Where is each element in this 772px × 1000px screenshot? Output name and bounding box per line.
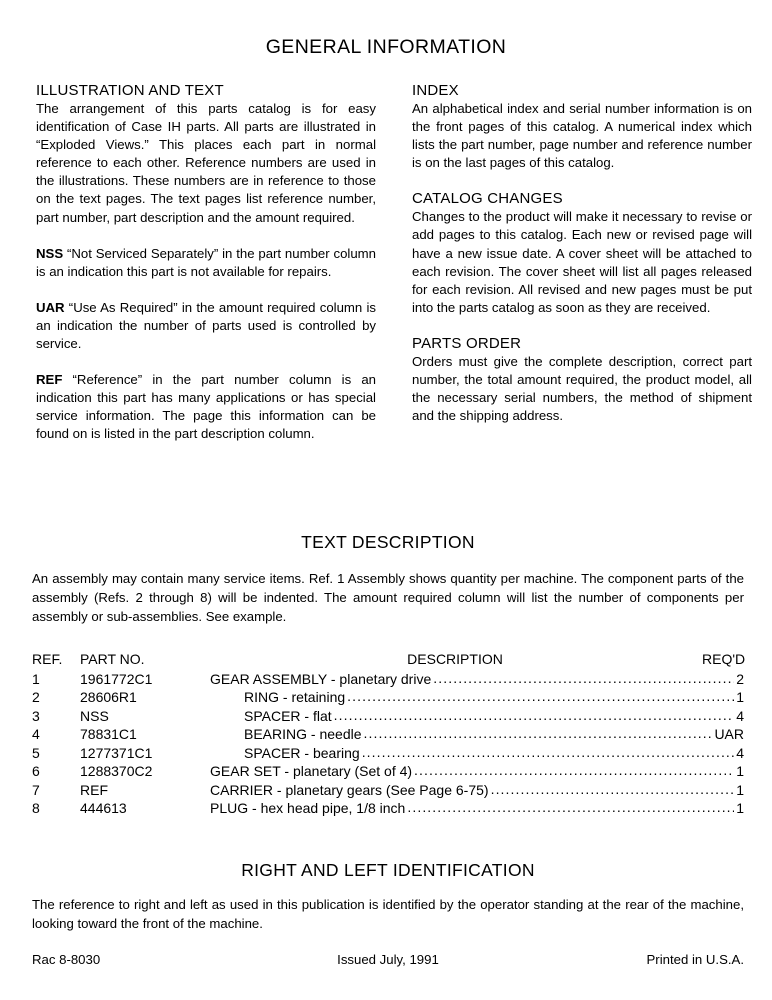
cell-ref: 4: [32, 726, 40, 742]
right-left-identification-paragraph: The reference to right and left as used in this publication is identified by the operator standing at the rear of the machine, looking toward the front of the machine.: [32, 897, 744, 931]
description-text: PLUG - hex head pipe, 1/8 inch: [210, 800, 406, 816]
description-text: GEAR SET - planetary (Set of 4): [210, 763, 413, 779]
table-row: [32, 781, 744, 800]
cell-description: [210, 744, 734, 763]
ref-block: [36, 371, 376, 443]
uar-paragraph: [36, 299, 376, 353]
index-paragraph: An alphabetical index and serial number information is on the front pages of this catalog. A numerical index which lists the part number, page number and reference number is on the last pages of this catalog.: [412, 101, 752, 171]
catalog-changes-block: [412, 190, 752, 317]
description-text: RING - retaining: [244, 689, 346, 705]
cell-reqd: 1: [736, 800, 744, 816]
dot-leader: [332, 707, 735, 725]
cell-reqd: 1: [736, 763, 744, 779]
uar-block: [36, 299, 376, 353]
dot-leader: [405, 799, 734, 817]
dot-leader: [489, 781, 735, 799]
nss-paragraph: [36, 245, 376, 281]
ref-label: REF: [36, 372, 63, 388]
table-row: [32, 688, 744, 707]
catalog-changes-paragraph: Changes to the product will make it necessary to revise or add pages to this catalog. Each new or revised page will have a new issue date. A cover sheet will be attached to each revision. The cover sheet will list all pages released for each revision. All revised and new pages must be put into the parts catalog as soon as they are received.: [412, 209, 752, 315]
cell-part-no: 78831C1: [80, 726, 137, 742]
dot-leader: [412, 762, 734, 780]
cell-part-no: NSS: [80, 707, 109, 724]
column-header-description: DESCRIPTION: [407, 651, 503, 667]
dot-leader: [345, 688, 734, 706]
cell-description: [210, 781, 734, 800]
table-header-row: [32, 650, 744, 669]
cell-part-no: REF: [80, 781, 108, 798]
table-row: [32, 799, 744, 818]
cell-reqd: 1: [736, 689, 744, 705]
table-row: [32, 670, 744, 689]
parts-order-heading: PARTS ORDER: [412, 334, 522, 352]
page-footer: [32, 952, 744, 967]
text-description-section: [32, 532, 744, 626]
cell-ref: 2: [32, 689, 40, 705]
description-text: GEAR ASSEMBLY - planetary drive: [210, 670, 432, 687]
cell-part-no: 1961772C1: [80, 670, 153, 687]
dot-leader: [362, 725, 713, 743]
cell-ref: 7: [32, 781, 40, 798]
nss-block: [36, 245, 376, 281]
ref-text: “Reference” in the part number column is an indication this part has many applications or has special service information. The page this information can be found on is listed in the part description column.: [36, 372, 376, 442]
cell-description: [210, 799, 734, 818]
right-left-identification-heading: RIGHT AND LEFT IDENTIFICATION: [241, 860, 535, 880]
cell-reqd: 1: [736, 781, 744, 798]
cell-reqd: 2: [736, 670, 744, 687]
uar-label: UAR: [36, 299, 65, 315]
cell-reqd: 4: [736, 744, 744, 761]
parts-order-block: [412, 335, 752, 425]
index-block: [412, 82, 752, 172]
cell-ref: 8: [32, 800, 40, 816]
cell-description: [210, 707, 734, 726]
cell-reqd: 4: [736, 707, 744, 724]
footer-printed-in: Printed in U.S.A.: [646, 952, 744, 967]
two-column-body: [36, 82, 752, 444]
footer-issue-date: Issued July, 1991: [337, 952, 439, 967]
description-text: SPACER - bearing: [244, 744, 360, 761]
illustration-and-text-heading: ILLUSTRATION AND TEXT: [36, 82, 224, 99]
cell-ref: 3: [32, 707, 40, 724]
ref-paragraph: [36, 371, 376, 443]
catalog-changes-heading: CATALOG CHANGES: [412, 190, 563, 208]
column-header-part-no: PART NO.: [80, 651, 145, 667]
parts-order-paragraph: Orders must give the complete description, correct part number, the total amount required, the product model, all the necessary serial numbers, the method of shipment and the shipping address.: [412, 353, 752, 424]
cell-reqd: UAR: [714, 726, 744, 742]
cell-part-no: 1288370C2: [80, 763, 153, 779]
right-left-identification-section: [32, 860, 744, 933]
parts-table: [32, 650, 744, 818]
description-text: CARRIER - planetary gears (See Page 6-75): [210, 781, 489, 798]
table-row: [32, 744, 744, 763]
right-column: [412, 82, 752, 444]
cell-ref: 5: [32, 744, 40, 761]
parts-table-body: [32, 670, 744, 818]
column-header-reqd: REQ'D: [702, 651, 746, 667]
index-heading: INDEX: [412, 82, 459, 99]
table-row: [32, 707, 744, 726]
illustration-and-text-block: [36, 82, 376, 227]
table-row: [32, 762, 744, 781]
description-text: SPACER - flat: [244, 707, 332, 724]
cell-description: [210, 670, 734, 689]
text-description-paragraph: An assembly may contain many service items. Ref. 1 Assembly shows quantity per machine. The component parts of the assembly (Refs. 2 through 8) will be indented. The amount required column will list the number of components per assembly or sub-assemblies. See example.: [32, 571, 744, 624]
cell-part-no: 28606R1: [80, 689, 137, 705]
cell-ref: 6: [32, 763, 40, 779]
cell-description: [210, 762, 734, 781]
footer-form-number: Rac 8-8030: [32, 952, 101, 967]
dot-leader: [360, 744, 735, 762]
left-column: [36, 82, 376, 444]
nss-text: “Not Serviced Separately” in the part number column is an indication this part is not available for repairs.: [36, 245, 376, 279]
text-description-heading: TEXT DESCRIPTION: [301, 532, 475, 552]
dot-leader: [431, 670, 734, 688]
cell-ref: 1: [32, 670, 40, 687]
column-header-ref: REF.: [32, 651, 63, 667]
page-title: GENERAL INFORMATION: [265, 36, 507, 58]
cell-part-no: 444613: [80, 800, 127, 816]
illustration-and-text-paragraph: The arrangement of this parts catalog is for easy identification of Case IH parts. All parts are illustrated in “Exploded Views.” This places each part in normal reference to each other. Reference numbers are used in the illustrations. These numbers are in reference to those on the text pages. The text pages list reference number, part number, part description and the amount required.: [36, 101, 376, 225]
cell-part-no: 1277371C1: [80, 744, 153, 761]
cell-description: [210, 725, 712, 744]
table-row: [32, 725, 744, 744]
cell-description: [210, 688, 734, 707]
uar-text: “Use As Required” in the amount required column is an indication the number of parts used is controlled by service.: [36, 299, 376, 352]
description-text: BEARING - needle: [244, 726, 362, 742]
nss-label: NSS: [36, 245, 64, 261]
